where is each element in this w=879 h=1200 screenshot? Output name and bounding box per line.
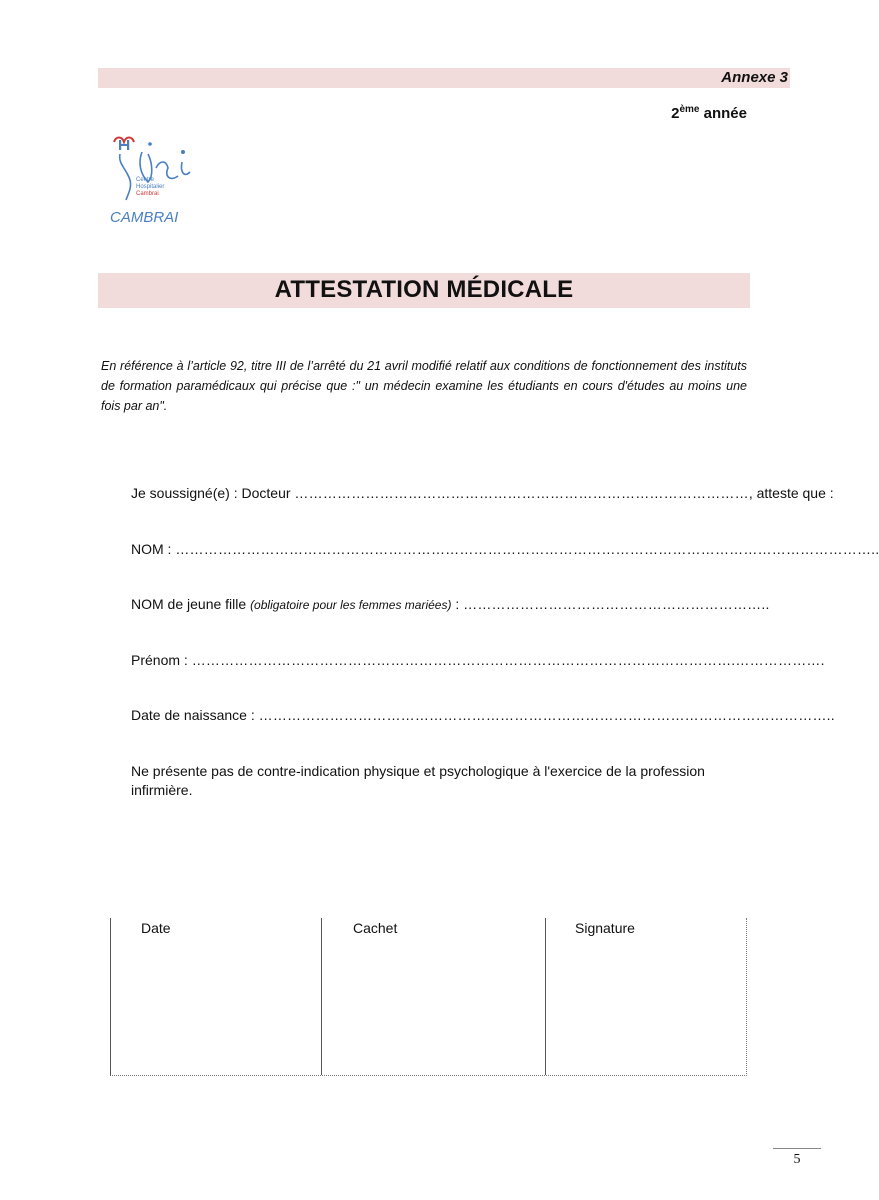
ifsi-logo-icon — [108, 132, 200, 228]
doctor-line — [131, 485, 834, 501]
year-suffix: ème — [679, 104, 700, 115]
prenom-label: Prénom : — [131, 652, 188, 668]
title-bar — [98, 273, 750, 308]
logo-line-3: Cambrai — [136, 191, 159, 197]
ifsi-hospital-logo — [108, 132, 200, 228]
maiden-name-colon: : — [455, 596, 460, 612]
intro-paragraph: En référence à l’article 92, titre III de l’arrêté du 21 avril modifié relatif aux conditions de fonctionnement des instituts de formation paramédicaux qui précise que :" un médecin examine les étudiants en cours d'études au moins une fois par an". — [101, 359, 747, 413]
maiden-name-line — [131, 596, 770, 612]
maiden-name-field[interactable]: ……………………………………………………….. — [463, 596, 770, 612]
maiden-name-label: NOM de jeune fille — [131, 596, 247, 612]
maiden-name-note: (obligatoire pour les femmes mariées) — [250, 598, 452, 612]
birth-date-line — [131, 707, 835, 723]
doctor-label: Je soussigné(e) : Docteur — [131, 485, 291, 501]
signature-column-label: Signature — [575, 920, 635, 936]
signature-table — [110, 918, 747, 1076]
doctor-field[interactable]: …………………………………………………………………………………… — [294, 485, 749, 501]
logo-line-2: Hospitalier — [136, 184, 165, 190]
nom-field[interactable]: ………………………………………………………………………………………………………………………………….. — [175, 541, 879, 557]
page-title: ATTESTATION MÉDICALE — [274, 276, 574, 303]
year-word: année — [703, 105, 747, 122]
year-label — [600, 104, 747, 122]
logo-city: CAMBRAI — [110, 209, 179, 226]
page-number-rule — [773, 1148, 821, 1149]
cachet-column-label: Cachet — [353, 920, 398, 936]
annex-label: Annexe 3 — [721, 69, 788, 86]
prenom-line — [131, 652, 825, 668]
page-number: 5 — [793, 1152, 801, 1167]
birth-date-field[interactable]: ………………………………………………………………………………………………………….. — [258, 707, 835, 723]
column-divider — [545, 918, 546, 1075]
column-divider — [321, 918, 322, 1075]
doctor-suffix: , atteste que : — [748, 485, 834, 501]
date-column-label: Date — [141, 920, 171, 936]
statement-text: Ne présente pas de contre-indication physique et psychologique à l'exercice de la profession infirmière. — [131, 763, 705, 798]
birth-date-label: Date de naissance : — [131, 707, 255, 723]
nom-label: NOM : — [131, 541, 172, 557]
nom-line — [131, 541, 879, 557]
year-number: 2 — [671, 105, 680, 122]
prenom-field[interactable]: …………………………………………………………………………………………………….………………. — [191, 652, 825, 668]
annex-header-bar — [98, 68, 790, 88]
logo-line-1: Centre — [136, 177, 155, 183]
